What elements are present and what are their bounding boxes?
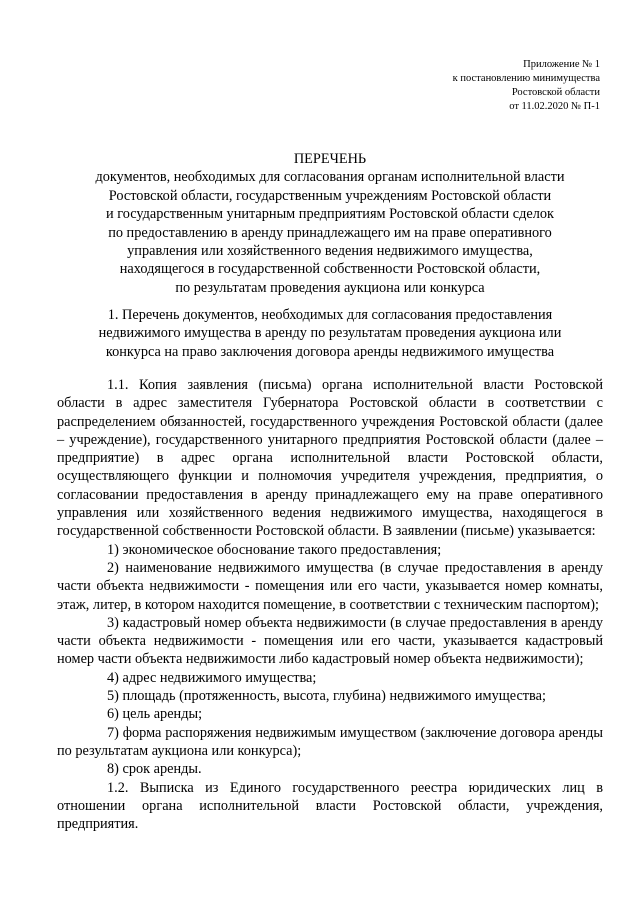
appendix-line: Приложение № 1 [523, 59, 600, 70]
list-item: 7) форма распоряжения недвижимым имуществом (заключение договора аренды по результатам аукциона или конкурса); [57, 724, 603, 759]
list-item: 4) адрес недвижимого имущества; [107, 669, 317, 686]
list-item: 3) кадастровый номер объекта недвижимости (в случае предоставления в аренду части объекта недвижимости - помещения или его части, указывается кадастровый номер части объекта недвижимости либо кадастровый номер объекта недвижимости); [57, 614, 603, 668]
title-line: по результатам проведения аукциона или конкурса [175, 279, 485, 296]
appendix-line: от 11.02.2020 № П-1 [509, 101, 600, 112]
list-item: 6) цель аренды; [107, 706, 203, 723]
section-heading-line: недвижимого имущества в аренду по результатам проведения аукциона или [98, 325, 562, 342]
body-text [57, 376, 603, 833]
list-item: 8) срок аренды. [107, 761, 202, 778]
appendix-line: Ростовской области [511, 87, 600, 98]
appendix-line: к постановлению минимущества [452, 73, 600, 84]
title-line: и государственным унитарным предприятиям Ростовской области сделок [106, 206, 554, 223]
title-line: документов, необходимых для согласования органам исполнительной власти [95, 169, 565, 186]
paragraph-1-2: 1.2. Выписка из Единого государственного реестра юридических лиц в отношении органа исполнительной власти Ростовской области, учреждения, предприятия. [57, 779, 603, 833]
title-line: находящегося в государственной собственности Ростовской области, [119, 261, 541, 278]
appendix-note [453, 58, 600, 114]
paragraph-1-1: 1.1. Копия заявления (письма) органа исполнительной власти Ростовской области в адрес заместителя Губернатора Ростовской области в соответствии с распределением обязанностей, государственного учреждения Ростовской области (далее – учреждение), государственного унитарного предприятия Ростовской области (далее – предприятие) в адрес органа исполнительной власти Ростовской области, осуществляющего функции и полномочия учредителя учреждения, предприятия, о согласовании предоставления в аренду принадлежащего ему на праве оперативного управления или хозяйственного ведения недвижимого имущества, находящегося в государственной собственности Ростовской области. В заявлении (письме) указывается: [57, 377, 603, 540]
list-item: 5) площадь (протяженность, высота, глубина) недвижимого имущества; [107, 688, 546, 705]
title-heading: ПЕРЕЧЕНЬ [293, 151, 367, 167]
section-heading [60, 306, 600, 361]
title-line: управления или хозяйственного ведения недвижимого имущества, [127, 243, 533, 260]
title-line: Ростовской области, государственным учреждениям Ростовской области [108, 187, 552, 204]
section-heading-line: конкурса на право заключения договора аренды недвижимого имущества [105, 343, 555, 360]
list-item: 1) экономическое обоснование такого предоставления; [107, 541, 442, 558]
title-line: по предоставлению в аренду принадлежащего им на праве оперативного [108, 224, 552, 241]
list-item: 2) наименование недвижимого имущества (в случае предоставления в аренду части объекта недвижимости - помещения или его части, указывается номер комнаты, этаж, литер, в котором находится помещение, в соответствии с техническим паспортом); [57, 559, 603, 613]
document-title [60, 150, 600, 297]
section-heading-line: 1. Перечень документов, необходимых для согласования предоставления [107, 307, 553, 323]
